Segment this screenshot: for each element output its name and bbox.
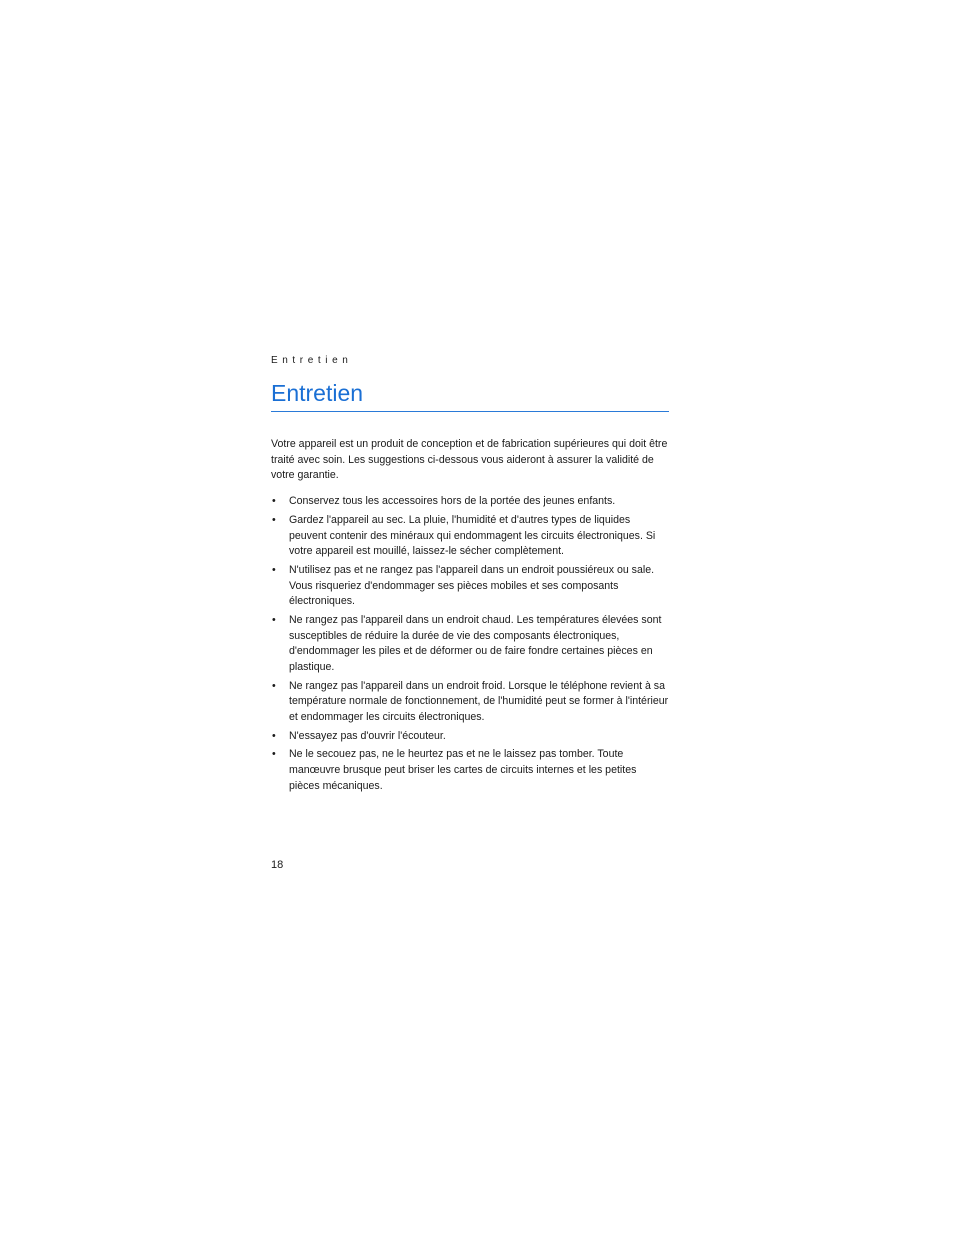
list-item [271, 729, 669, 745]
bullet-icon: • [272, 748, 276, 761]
list-item-text: N'essayez pas d'ouvrir l'écouteur. [289, 729, 446, 742]
list-item-text: Ne rangez pas l'appareil dans un endroit froid. Lorsque le téléphone revient à sa température normale de fonctionnement, de l'humidité peut se former à l'intérieur et endommager les circuits électroniques. [289, 679, 669, 723]
care-instructions-list [271, 494, 669, 794]
list-item [271, 563, 669, 610]
page-number: 18 [271, 859, 284, 871]
bullet-icon: • [272, 729, 276, 742]
bullet-icon: • [272, 564, 276, 577]
bullet-icon: • [272, 679, 276, 692]
page-title: Entretien [271, 379, 669, 412]
list-item-text: Conservez tous les accessoires hors de la portée des jeunes enfants. [289, 495, 616, 508]
bullet-icon: • [272, 495, 276, 508]
list-item-text: N'utilisez pas et ne rangez pas l'appareil dans un endroit poussiéreux ou sale. Vous risqueriez d'endommager ses pièces mobiles et ses composants électroniques. [289, 564, 655, 608]
bullet-icon: • [272, 614, 276, 627]
document-page [271, 352, 669, 794]
list-item-text: Gardez l'appareil au sec. La pluie, l'humidité et d'autres types de liquides peuvent contenir des minéraux qui endommagent les circuits électroniques. Si votre appareil est mouillé, laissez-le sécher complètement. [289, 514, 656, 558]
list-item [271, 613, 669, 675]
running-header: Entretien [271, 355, 353, 366]
list-item [271, 679, 669, 726]
list-item [271, 513, 669, 560]
list-item-text: Ne le secouez pas, ne le heurtez pas et ne le laissez pas tomber. Toute manœuvre brusque peut briser les cartes de circuits internes et les petites pièces mécaniques. [289, 748, 637, 792]
intro-paragraph: Votre appareil est un produit de conception et de fabrication supérieures qui doit être traité avec soin. Les suggestions ci-dessous vous aideront à assurer la validité de votre garantie. [271, 438, 668, 482]
bullet-icon: • [272, 514, 276, 527]
list-item-text: Ne rangez pas l'appareil dans un endroit chaud. Les températures élevées sont susceptibles de réduire la durée de vie des composants électroniques, d'endommager les piles et de déformer ou de faire fondre certaines pièces en plastique. [289, 614, 662, 673]
list-item [271, 494, 669, 510]
list-item [271, 747, 669, 794]
